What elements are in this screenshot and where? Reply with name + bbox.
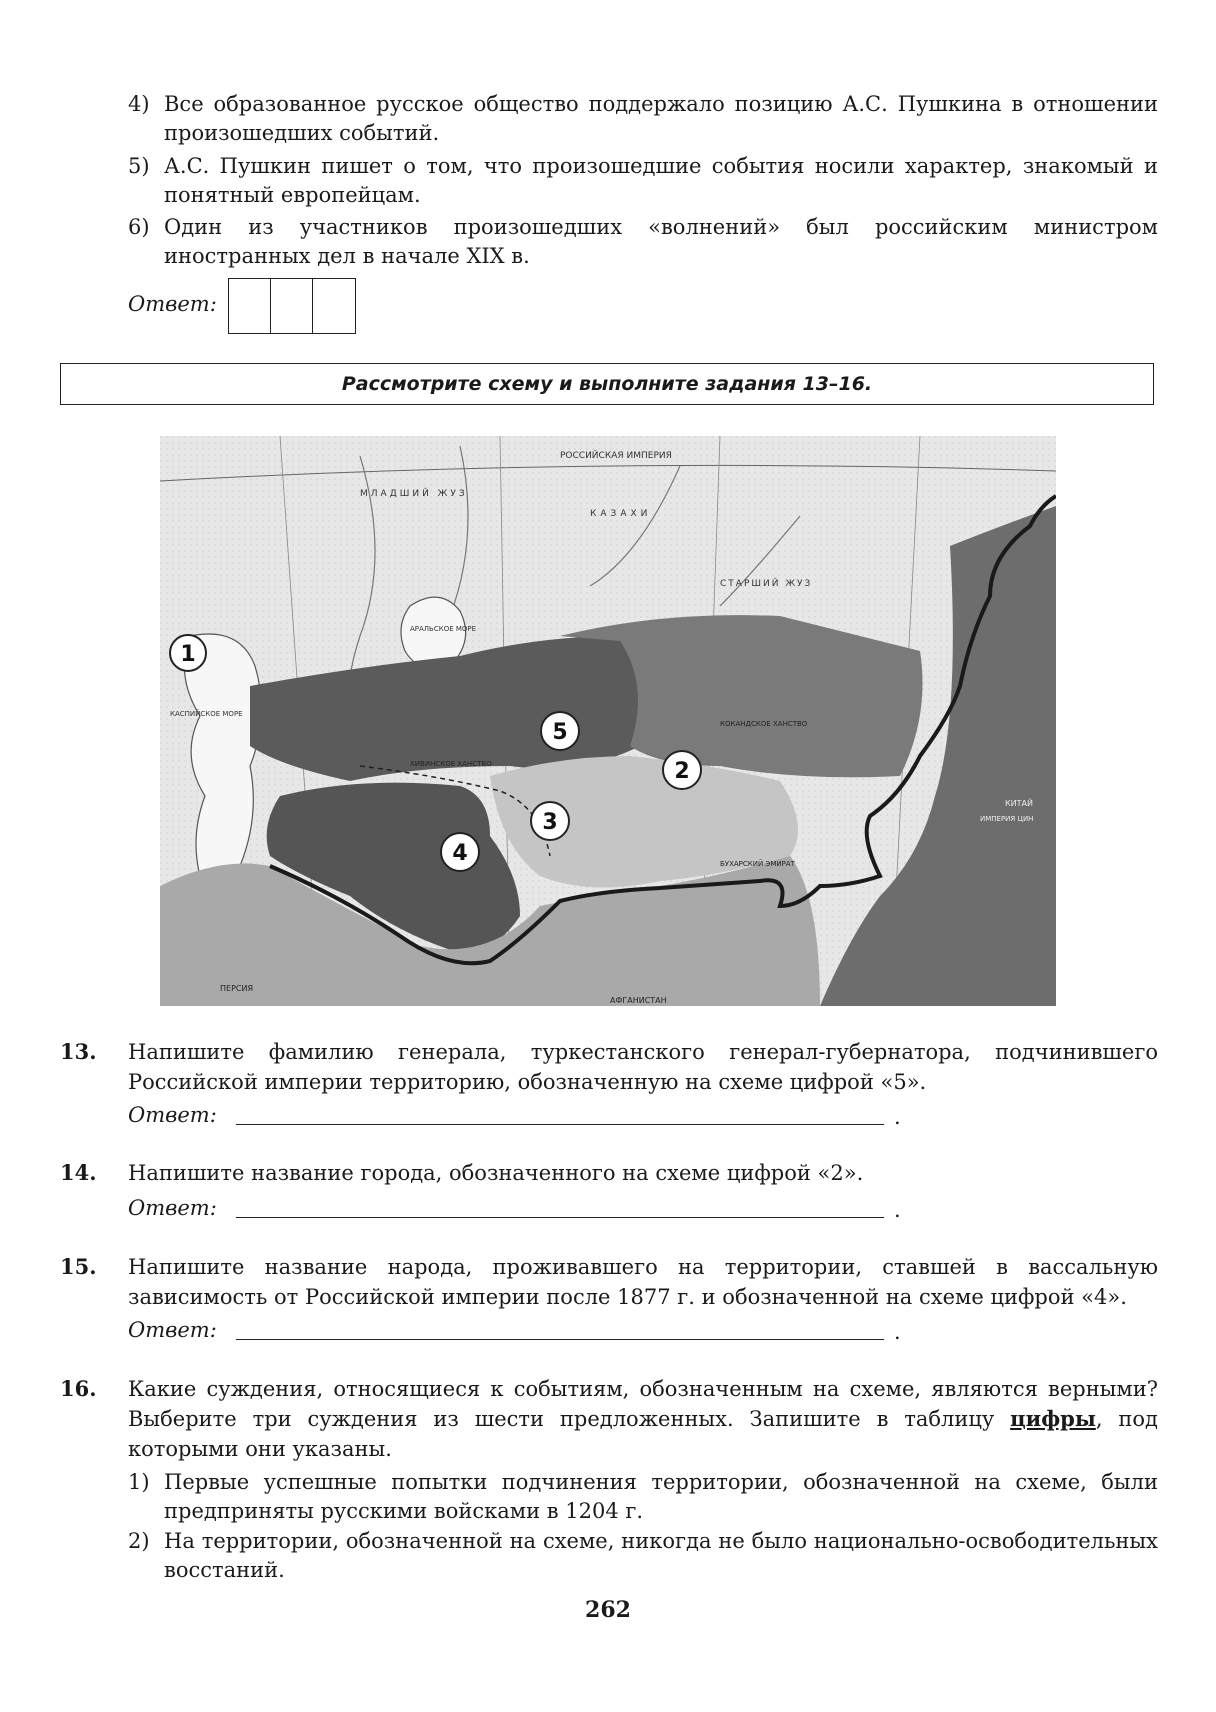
- answer-line-15[interactable]: [236, 1339, 884, 1340]
- question-number: 14.: [60, 1160, 97, 1185]
- question-text-part: , под которыми они указаны.: [128, 1407, 1158, 1461]
- question-text-part: Какие суждения, относящиеся к событиям, обозначенным на схеме, являются верными? Выберите три суждения из шести предложенных. Запишите в таблицу: [128, 1377, 1158, 1431]
- answer-boxes: [228, 278, 356, 334]
- answer-dot: .: [894, 1198, 901, 1222]
- answer-dot: .: [894, 1105, 901, 1129]
- question-text: [128, 1374, 1158, 1464]
- answer-box[interactable]: [229, 279, 271, 333]
- page-number: 262: [585, 1597, 631, 1623]
- label-aral: АРАЛЬСКОЕ МОРЕ: [410, 625, 477, 633]
- option-number: 6): [128, 215, 150, 239]
- question-text: Напишите название города, обозначенного на схеме цифрой «2».: [128, 1161, 864, 1185]
- label-senior-horde: СТАРШИЙ ЖУЗ: [720, 579, 813, 589]
- answer-label: Ответ:: [128, 1196, 217, 1220]
- marker-4: [441, 833, 479, 871]
- option-number: 4): [128, 92, 150, 116]
- answer-box[interactable]: [313, 279, 355, 333]
- answer-dot: .: [894, 1320, 901, 1344]
- marker-5: [541, 712, 579, 750]
- svg-text:1: 1: [180, 642, 196, 667]
- svg-text:2: 2: [674, 759, 690, 784]
- label-china: КИТАЙ: [1005, 799, 1034, 808]
- label-bukhara: БУХАРСКИЙ ЭМИРАТ: [720, 860, 795, 868]
- label-caspian: КАСПИЙСКОЕ МОРЕ: [170, 710, 243, 718]
- option-4: [128, 90, 1158, 148]
- answer-box[interactable]: [271, 279, 313, 333]
- q16-option-1: [128, 1468, 1158, 1526]
- option-text: Один из участников произошедших «волнений» был российским министром иностранных дел в начале XIX в.: [164, 215, 1158, 268]
- option-number: 5): [128, 154, 150, 178]
- label-afghanistan: АФГАНИСТАН: [610, 996, 667, 1005]
- option-6: [128, 213, 1158, 271]
- label-young-horde: МЛАДШИЙ ЖУЗ: [360, 489, 468, 499]
- marker-2: [663, 751, 701, 789]
- option-text: Первые успешные попытки подчинения территории, обозначенной на схеме, были предприняты русскими войсками в 1204 г.: [164, 1470, 1158, 1523]
- option-number: 2): [128, 1529, 150, 1553]
- label-empire: РОССИЙСКАЯ ИМПЕРИЯ: [560, 451, 672, 461]
- answer-line-14[interactable]: [236, 1217, 884, 1218]
- question-text: Напишите название народа, проживавшего на территории, ставшей в вассальную зависимость от Российской империи после 1877 г. и обозначенной на схеме цифрой «4».: [128, 1255, 1158, 1309]
- label-kokand: КОКАНДСКОЕ ХАНСТВО: [720, 720, 808, 728]
- q16-option-2: [128, 1527, 1158, 1585]
- historical-map: [160, 436, 1056, 1006]
- label-khiva: ХИВИНСКОЕ ХАНСТВО: [410, 760, 492, 768]
- question-number: 15.: [60, 1254, 97, 1279]
- label-persia: ПЕРСИЯ: [220, 984, 254, 993]
- marker-1: [170, 635, 206, 671]
- option-text: Все образованное русское общество поддержало позицию А.С. Пушкина в отношении произошедших событий.: [164, 92, 1158, 145]
- instruction-banner: Рассмотрите схему и выполните задания 13–16.: [60, 363, 1154, 405]
- question-15: [60, 1252, 1158, 1312]
- label-qing: ИМПЕРИЯ ЦИН: [980, 815, 1034, 823]
- emphasis-word: цифры: [1010, 1406, 1096, 1431]
- answer-label: Ответ:: [128, 292, 217, 316]
- question-16: [60, 1374, 1158, 1464]
- label-kazakhs: КАЗАХИ: [590, 509, 652, 519]
- question-text: Напишите фамилию генерала, туркестанского генерал-губернатора, подчинившего Российской империи территорию, обозначенную на схеме цифрой «5».: [128, 1040, 1158, 1094]
- marker-3: [531, 802, 569, 840]
- answer-label: Ответ:: [128, 1318, 217, 1342]
- svg-text:4: 4: [452, 841, 468, 866]
- question-14: [60, 1158, 1158, 1188]
- question-13: [60, 1037, 1158, 1097]
- svg-text:3: 3: [542, 810, 558, 835]
- option-5: [128, 152, 1158, 210]
- question-number: 16.: [60, 1376, 97, 1401]
- svg-text:5: 5: [552, 720, 568, 745]
- answer-line-13[interactable]: [236, 1124, 884, 1125]
- question-number: 13.: [60, 1039, 97, 1064]
- option-text: На территории, обозначенной на схеме, никогда не было национально-освободительных восстаний.: [164, 1529, 1158, 1582]
- answer-label: Ответ:: [128, 1103, 217, 1127]
- option-number: 1): [128, 1470, 150, 1494]
- option-text: А.С. Пушкин пишет о том, что произошедшие события носили характер, знакомый и понятный европейцам.: [164, 154, 1158, 207]
